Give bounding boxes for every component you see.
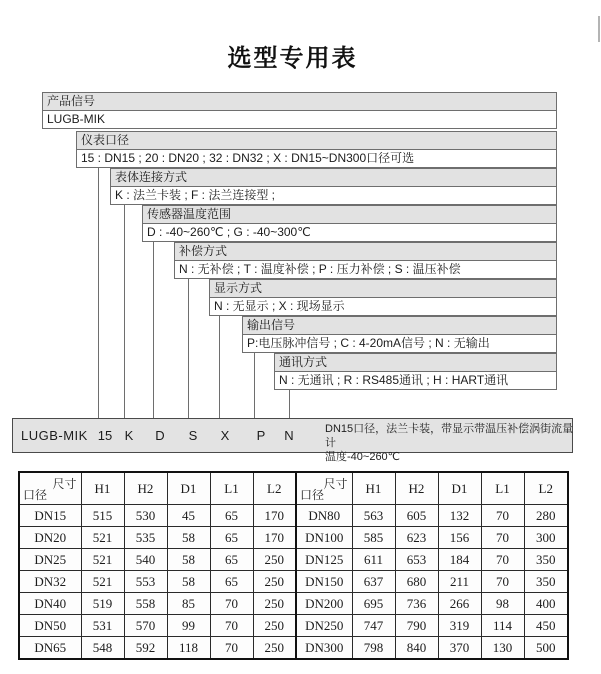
dim-value-D1: 370	[438, 637, 481, 660]
dim-value-D1: 184	[438, 549, 481, 571]
dim-value-D1: 45	[167, 505, 210, 527]
dim-value-L1: 70	[481, 527, 524, 549]
option-value: P:电压脉冲信号 ; C : 4-20mA信号 ; N : 无输出	[243, 335, 556, 352]
dim-value-L1: 98	[481, 593, 524, 615]
dim-value-L1: 130	[481, 637, 524, 660]
row-size-label: DN100	[296, 527, 352, 549]
dimension-table	[18, 471, 569, 660]
dim-value-H2: 840	[395, 637, 438, 660]
option-label: 通讯方式	[275, 354, 556, 372]
option-value: N : 无补偿 ; T : 温度补偿 ; P : 压力补偿 ; S : 温压补偿	[175, 261, 556, 278]
option-box-output-signal	[242, 316, 557, 353]
option-label: 传感器温度范围	[143, 206, 556, 224]
row-size-label: DN50	[19, 615, 81, 637]
option-box-meter-diameter	[76, 131, 557, 168]
dim-value-L1: 114	[481, 615, 524, 637]
dim-value-L2: 300	[524, 527, 568, 549]
option-value: N : 无通讯 ; R : RS485通讯 ; H : HART通讯	[275, 372, 556, 389]
column-header-H1: H1	[81, 472, 124, 505]
table-row	[19, 637, 568, 660]
dim-value-L2: 250	[253, 571, 296, 593]
dim-value-L2: 350	[524, 571, 568, 593]
option-label: 表体连接方式	[111, 169, 556, 187]
page-title: 选型专用表	[227, 45, 358, 72]
dim-value-D1: 132	[438, 505, 481, 527]
dim-value-L2: 250	[253, 615, 296, 637]
dim-value-H1: 747	[352, 615, 395, 637]
table-row	[19, 505, 568, 527]
dim-value-L1: 70	[210, 615, 253, 637]
dim-value-H2: 570	[124, 615, 167, 637]
option-value: D : -40~260℃ ; G : -40~300℃	[143, 224, 556, 241]
column-header-H1: H1	[352, 472, 395, 505]
option-label: 显示方式	[210, 280, 556, 298]
dimension-table-body	[19, 505, 568, 660]
dim-value-D1: 211	[438, 571, 481, 593]
dim-value-H2: 605	[395, 505, 438, 527]
dim-value-H1: 563	[352, 505, 395, 527]
option-label: 仪表口径	[77, 132, 556, 150]
dim-value-H2: 736	[395, 593, 438, 615]
size-corner-cell	[296, 472, 352, 505]
table-row	[19, 549, 568, 571]
connector-line	[98, 168, 99, 418]
column-header-D1: D1	[167, 472, 210, 505]
dim-value-H1: 521	[81, 549, 124, 571]
dim-value-L1: 70	[481, 549, 524, 571]
dim-value-D1: 85	[167, 593, 210, 615]
dim-value-H2: 553	[124, 571, 167, 593]
dim-value-L1: 65	[210, 549, 253, 571]
model-code-S: S	[188, 428, 198, 443]
dim-value-H2: 680	[395, 571, 438, 593]
dim-value-L1: 70	[210, 637, 253, 660]
model-code-row	[12, 418, 574, 463]
dim-value-D1: 156	[438, 527, 481, 549]
column-header-L2: L2	[253, 472, 296, 505]
model-code-P: P	[256, 428, 266, 443]
corner-label-size: 尺寸	[52, 477, 77, 491]
dim-value-D1: 266	[438, 593, 481, 615]
size-corner-cell	[19, 472, 81, 505]
row-size-label: DN150	[296, 571, 352, 593]
option-value: K : 法兰卡装 ; F : 法兰连接型 ;	[111, 187, 556, 204]
page-edge-mark	[598, 16, 600, 42]
row-size-label: DN25	[19, 549, 81, 571]
model-code-D: D	[155, 428, 165, 443]
corner-label-size: 尺寸	[323, 477, 348, 491]
dim-value-L2: 250	[253, 637, 296, 660]
model-description-line1: DN15口径，法兰卡装，带显示带温压补偿涡街流量计	[325, 423, 574, 449]
dim-value-L2: 170	[253, 505, 296, 527]
option-box-compensation	[174, 242, 557, 279]
dim-value-H2: 623	[395, 527, 438, 549]
option-box-body-connection	[110, 168, 557, 205]
dim-value-L2: 350	[524, 549, 568, 571]
dim-value-H1: 548	[81, 637, 124, 660]
row-size-label: DN300	[296, 637, 352, 660]
option-box-communication	[274, 353, 557, 390]
dim-value-D1: 319	[438, 615, 481, 637]
row-size-label: DN20	[19, 527, 81, 549]
dim-value-H1: 521	[81, 571, 124, 593]
dim-value-H2: 558	[124, 593, 167, 615]
connector-line	[219, 316, 220, 418]
model-code-K: K	[124, 428, 134, 443]
dim-value-L1: 65	[210, 527, 253, 549]
column-header-D1: D1	[438, 472, 481, 505]
corner-label-diameter: 口径	[300, 488, 325, 502]
model-code-15: 15	[97, 428, 113, 443]
column-header-H2: H2	[124, 472, 167, 505]
model-code-X: X	[220, 428, 230, 443]
dim-value-H2: 535	[124, 527, 167, 549]
dimension-table-header-row	[19, 472, 568, 505]
dim-value-H2: 790	[395, 615, 438, 637]
column-header-L2: L2	[524, 472, 568, 505]
option-box-product-signal	[42, 92, 557, 129]
dim-value-H1: 519	[81, 593, 124, 615]
table-row	[19, 571, 568, 593]
dim-value-H1: 521	[81, 527, 124, 549]
option-box-sensor-temperature	[142, 205, 557, 242]
row-size-label: DN32	[19, 571, 81, 593]
option-value: LUGB-MIK	[43, 111, 556, 128]
dim-value-D1: 58	[167, 527, 210, 549]
dim-value-L2: 450	[524, 615, 568, 637]
option-value: 15 : DN15 ; 20 : DN20 ; 32 : DN32 ; X : DN15~DN300口径可选	[77, 150, 556, 167]
dim-value-H2: 653	[395, 549, 438, 571]
option-label: 输出信号	[243, 317, 556, 335]
dim-value-D1: 58	[167, 571, 210, 593]
dim-value-H2: 530	[124, 505, 167, 527]
column-header-H2: H2	[395, 472, 438, 505]
connector-line	[124, 205, 125, 418]
model-description	[325, 422, 581, 464]
dim-value-H1: 798	[352, 637, 395, 660]
row-size-label: DN250	[296, 615, 352, 637]
connector-line	[254, 353, 255, 418]
row-size-label: DN200	[296, 593, 352, 615]
dim-value-H1: 515	[81, 505, 124, 527]
row-size-label: DN125	[296, 549, 352, 571]
row-size-label: DN40	[19, 593, 81, 615]
dim-value-L1: 70	[210, 593, 253, 615]
option-label: 产品信号	[43, 93, 556, 111]
connector-line	[289, 390, 290, 418]
row-size-label: DN80	[296, 505, 352, 527]
dim-value-L1: 65	[210, 571, 253, 593]
dim-value-L1: 70	[481, 505, 524, 527]
connector-line	[188, 279, 189, 418]
dim-value-L2: 170	[253, 527, 296, 549]
table-row	[19, 615, 568, 637]
table-row	[19, 527, 568, 549]
model-code-N: N	[284, 428, 294, 443]
dim-value-H1: 585	[352, 527, 395, 549]
dim-value-H2: 592	[124, 637, 167, 660]
column-header-L1: L1	[210, 472, 253, 505]
dim-value-H1: 695	[352, 593, 395, 615]
dim-value-H1: 637	[352, 571, 395, 593]
model-description-line2: 温度-40~260℃	[325, 451, 401, 463]
dim-value-L2: 400	[524, 593, 568, 615]
dim-value-L2: 500	[524, 637, 568, 660]
dim-value-H1: 531	[81, 615, 124, 637]
dim-value-L2: 250	[253, 593, 296, 615]
column-header-L1: L1	[481, 472, 524, 505]
dim-value-L1: 65	[210, 505, 253, 527]
dim-value-L2: 280	[524, 505, 568, 527]
dim-value-D1: 118	[167, 637, 210, 660]
dim-value-L1: 70	[481, 571, 524, 593]
row-size-label: DN65	[19, 637, 81, 660]
option-box-display	[209, 279, 557, 316]
corner-label-diameter: 口径	[23, 488, 48, 502]
dim-value-H1: 611	[352, 549, 395, 571]
dim-value-L2: 250	[253, 549, 296, 571]
option-label: 补偿方式	[175, 243, 556, 261]
connector-line	[153, 242, 154, 418]
model-name: LUGB-MIK	[21, 428, 88, 443]
table-row	[19, 593, 568, 615]
option-value: N : 无显示 ; X : 现场显示	[210, 298, 556, 315]
dim-value-D1: 99	[167, 615, 210, 637]
dim-value-D1: 58	[167, 549, 210, 571]
dim-value-H2: 540	[124, 549, 167, 571]
row-size-label: DN15	[19, 505, 81, 527]
